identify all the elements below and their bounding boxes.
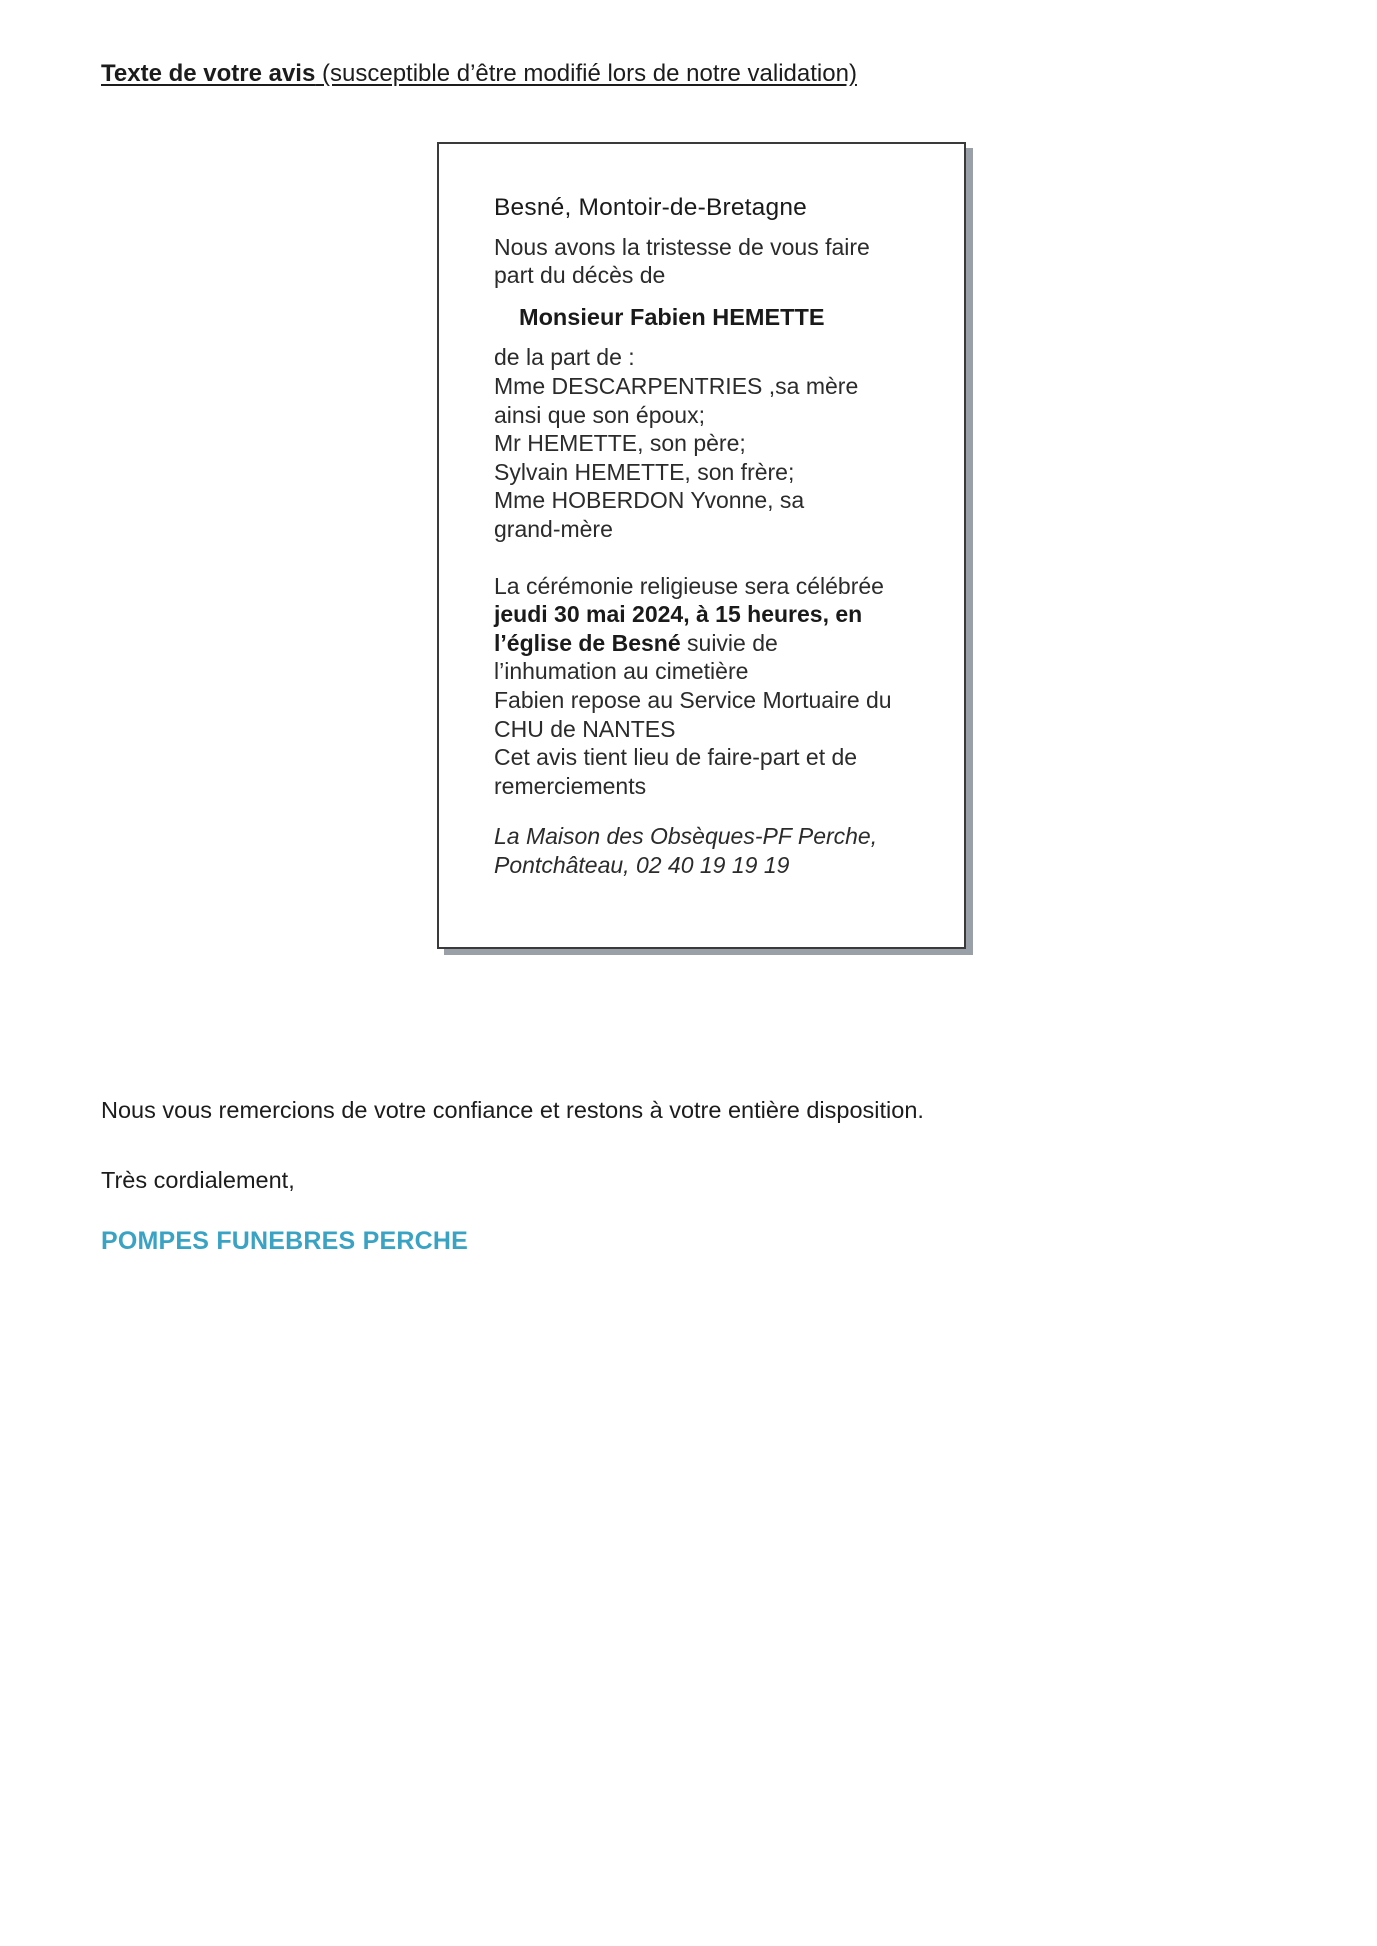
notice-ceremony-line: CHU de NANTES bbox=[494, 715, 676, 742]
notice-location: Besné, Montoir-de-Bretagne bbox=[494, 194, 807, 221]
notice-ceremony-line: l’inhumation au cimetière bbox=[494, 658, 749, 685]
notice-family-line: ainsi que son époux; bbox=[494, 401, 705, 428]
notice-heading-note: (susceptible d’être modifié lors de notre validation) bbox=[322, 60, 857, 87]
notice-family-line: Sylvain HEMETTE, son frère; bbox=[494, 458, 795, 485]
thanks-message: Nous vous remercions de votre confiance et restons à votre entière disposition. bbox=[101, 1097, 924, 1123]
notice-family-line: Mme HOBERDON Yvonne, sa bbox=[494, 487, 805, 514]
notice-intro-line: part du décès de bbox=[494, 262, 666, 289]
notice-ceremony-place bbox=[494, 629, 934, 658]
obituary-notice-card bbox=[437, 142, 966, 949]
notice-deceased-name: Monsieur Fabien HEMETTE bbox=[519, 303, 825, 330]
notice-family-line: Mme DESCARPENTRIES ,sa mère bbox=[494, 372, 859, 399]
notice-ceremony-line: remerciements bbox=[494, 772, 647, 799]
notice-ceremony-place-rest: suivie de bbox=[680, 629, 778, 656]
closing-salutation: Très cordialement, bbox=[101, 1167, 295, 1193]
notice-ceremony-line: Cet avis tient lieu de faire-part et de bbox=[494, 744, 858, 771]
notice-intro-line: Nous avons la tristesse de vous faire bbox=[494, 233, 870, 260]
notice-ceremony-place-bold: l’église de Besné bbox=[494, 629, 681, 656]
obituary-notice-body bbox=[494, 194, 934, 879]
notice-family-line: de la part de : bbox=[494, 344, 635, 371]
notice-heading-title: Texte de votre avis bbox=[101, 60, 316, 87]
notice-family-line: grand-mère bbox=[494, 515, 613, 542]
notice-ceremony-line: La cérémonie religieuse sera célébrée bbox=[494, 572, 884, 599]
notice-signature-line: La Maison des Obsèques-PF Perche, bbox=[494, 823, 878, 850]
notice-heading bbox=[101, 58, 857, 90]
notice-ceremony-line: Fabien repose au Service Mortuaire du bbox=[494, 686, 892, 713]
notice-signature-line: Pontchâteau, 02 40 19 19 19 bbox=[494, 851, 790, 878]
notice-ceremony-date: jeudi 30 mai 2024, à 15 heures, en bbox=[494, 601, 863, 628]
notice-family-line: Mr HEMETTE, son père; bbox=[494, 430, 746, 457]
company-name: POMPES FUNEBRES PERCHE bbox=[101, 1227, 468, 1255]
